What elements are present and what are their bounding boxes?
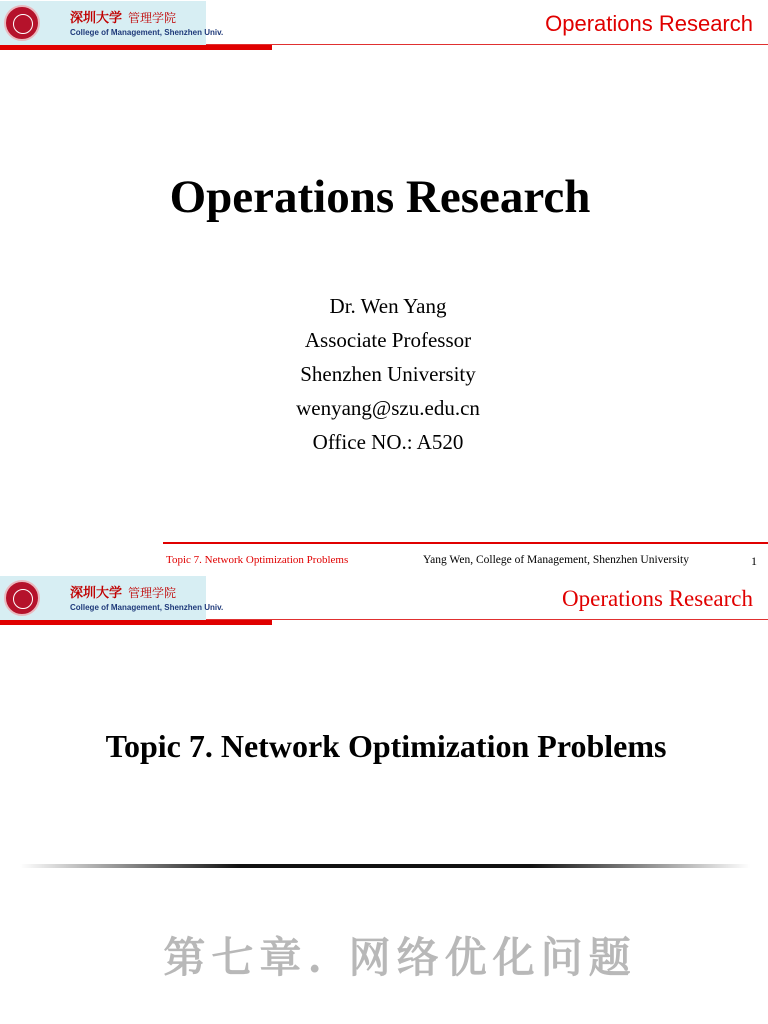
header-title: Operations Research <box>545 11 753 36</box>
university-logo <box>0 576 224 620</box>
slide-title: Operations Research <box>169 171 591 223</box>
footer-topic: Topic 7. Network Optimization Problems <box>166 554 349 566</box>
header-accent-bar <box>0 45 272 50</box>
header-title: Operations Research <box>562 586 753 611</box>
divider-line <box>20 864 750 868</box>
logo-chinese-text: 深圳大学 管理学院 <box>70 586 177 601</box>
logo-chinese-text: 深圳大学 管理学院 <box>70 11 177 26</box>
slide-2 <box>0 576 768 1024</box>
logo-english-text: College of Management, Shenzhen Univ. <box>70 28 224 37</box>
university-logo <box>0 1 224 45</box>
author-name: Dr. Wen Yang <box>329 294 447 318</box>
university-seal-icon <box>4 580 40 616</box>
university-seal-icon <box>4 5 40 41</box>
author-position: Associate Professor <box>304 328 472 352</box>
header-rule <box>206 44 768 45</box>
author-office: Office NO.: A520 <box>312 430 464 454</box>
page-number: 1 <box>751 554 757 568</box>
author-university: Shenzhen University <box>300 362 476 386</box>
logo-english-text: College of Management, Shenzhen Univ. <box>70 603 224 612</box>
footer-credit: Yang Wen, College of Management, Shenzhen University <box>423 554 689 566</box>
footer-rule <box>163 542 768 544</box>
header-rule <box>206 619 768 620</box>
author-email: wenyang@szu.edu.cn <box>296 396 480 420</box>
author-info <box>0 289 768 459</box>
topic-title: Topic 7. Network Optimization Problems <box>105 728 667 764</box>
chinese-topic-title: 第七章. 网络优化问题 <box>163 933 637 982</box>
header-accent-bar <box>0 620 272 625</box>
